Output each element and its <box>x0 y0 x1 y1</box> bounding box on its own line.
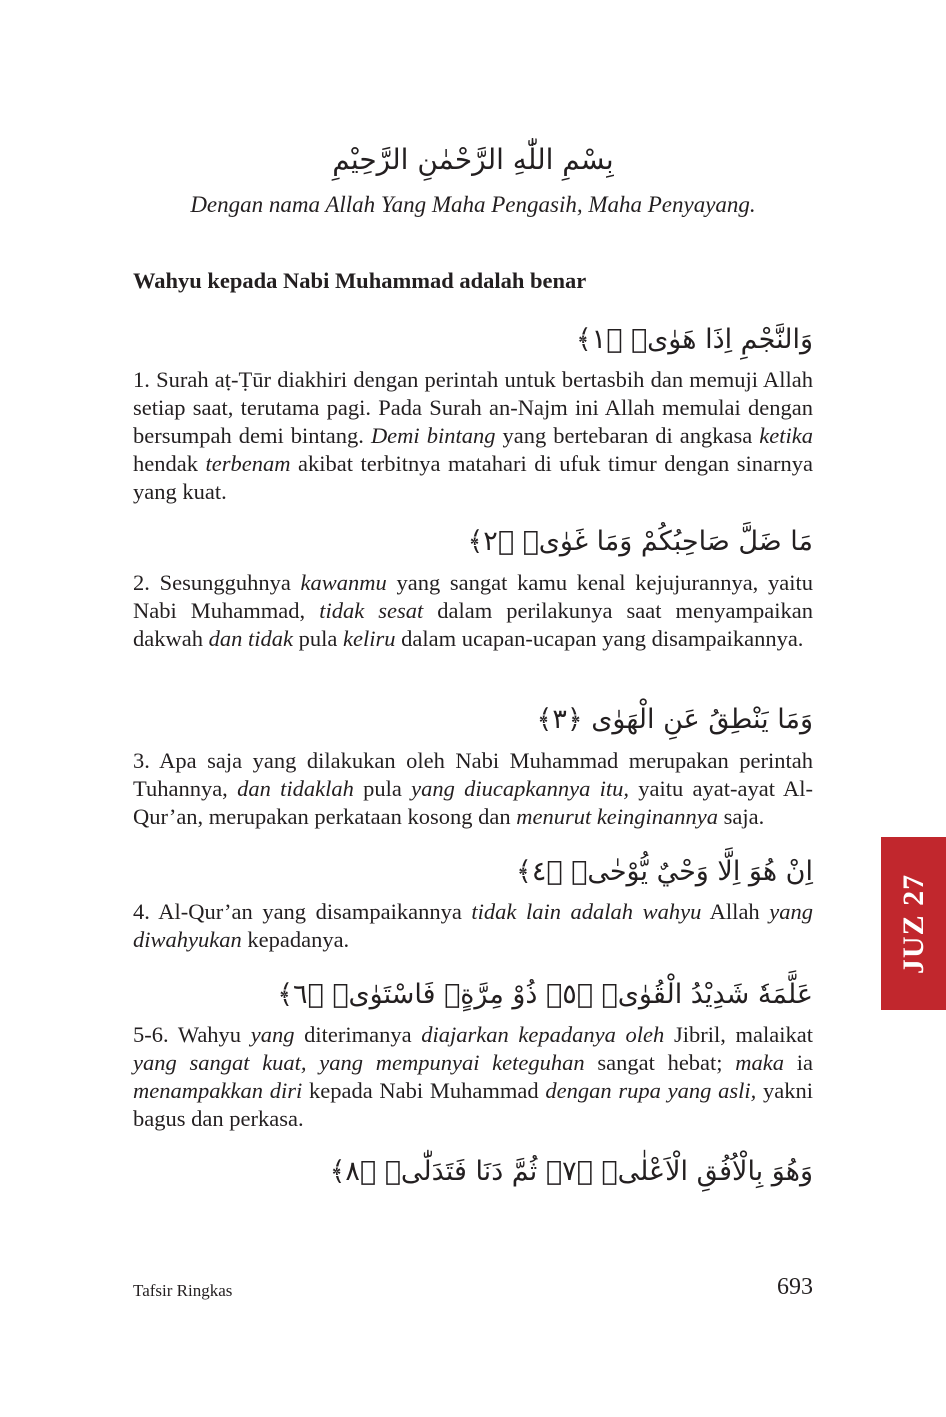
text-run: Jibril, malaikat <box>664 1022 813 1047</box>
text-run: diterimanya <box>294 1022 422 1047</box>
italic-phrase: menampakkan diri <box>133 1078 303 1103</box>
text-run: 2. Sesungguhnya <box>133 570 301 595</box>
verse-1-arabic: وَالنَّجْمِ اِذَا هَوٰىۙ ﴿١﴾ <box>575 324 813 355</box>
section-heading: Wahyu kepada Nabi Muhammad adalah benar <box>133 268 587 293</box>
page-number: 693 <box>777 1274 813 1300</box>
text-run: Allah <box>701 899 770 924</box>
italic-phrase: menurut keinginannya <box>516 804 719 829</box>
basmalah-arabic: بِسْمِ اللّٰهِ الرَّحْمٰنِ الرَّحِيْمِ <box>332 143 614 176</box>
italic-phrase: Demi bintang <box>370 423 496 448</box>
text-run: kepadanya. <box>241 927 350 952</box>
text-run: yakni bagus dan perkasa. <box>133 1078 813 1131</box>
verse-7-8-arabic: وَهُوَ بِالْاُفُقِ الْاَعْلٰىۗ ﴿٧﴾ ثُمَّ دَنَا فَتَدَلّٰىۙ ﴿٨﴾ <box>329 1156 813 1187</box>
italic-phrase: tidak lain adalah wahyu <box>471 899 702 924</box>
verse-4-arabic: اِنْ هُوَ اِلَّا وَحْيٌ يُّوْحٰىۙ ﴿٤﴾ <box>516 856 813 887</box>
text-run: yaitu ayat-ayat Al-Qur’an, merupakan perkataan kosong dan <box>133 776 813 829</box>
juz-tab <box>881 837 946 1010</box>
italic-phrase: diajarkan kepadanya oleh <box>421 1022 665 1047</box>
verse-4-tafsir <box>133 898 813 954</box>
verse-2-arabic: مَا ضَلَّ صَاحِبُكُمْ وَمَا غَوٰىۚ ﴿٢﴾ <box>467 526 813 557</box>
text-run: pula <box>353 776 412 801</box>
verse-5-6-arabic: عَلَّمَهٗ شَدِيْدُ الْقُوٰىۙ ﴿٥﴾ ذُوْ مِرَّةٍۗ فَاسْتَوٰىۙ ﴿٦﴾ <box>277 979 813 1010</box>
text-run: yang bertebaran di angkasa <box>495 423 760 448</box>
italic-phrase: ketika <box>759 423 813 448</box>
juz-label: JUZ 27 <box>896 873 930 974</box>
verse-5-6-tafsir <box>133 1021 813 1133</box>
verse-3-arabic: وَمَا يَنْطِقُ عَنِ الْهَوٰى ﴿٣﴾ <box>536 704 813 735</box>
italic-phrase: keliru <box>342 626 396 651</box>
verse-3-tafsir <box>133 747 813 831</box>
italic-phrase: terbenam <box>205 451 291 476</box>
text-run: yang sangat kamu kenal kejujurannya, yaitu Nabi Muhammad, <box>133 570 813 623</box>
text-run: sangat hebat; <box>584 1050 736 1075</box>
text-run: 3. Apa saja yang dilakukan oleh Nabi Muhammad merupakan perintah Tuhannya, <box>133 748 813 801</box>
text-run: hendak <box>133 451 206 476</box>
italic-phrase: kawanmu <box>300 570 387 595</box>
italic-phrase: dan tidak <box>208 626 293 651</box>
text-run: saja. <box>718 804 765 829</box>
text-run: 4. Al-Qur’an yang disampaikannya <box>133 899 472 924</box>
italic-phrase: yang sangat kuat, yang mempunyai keteguhan <box>133 1050 585 1075</box>
book-title: Tafsir Ringkas <box>133 1281 233 1300</box>
text-run: 5-6. Wahyu <box>133 1022 251 1047</box>
text-run: kepada Nabi Muhammad <box>302 1078 546 1103</box>
italic-phrase: tidak sesat <box>319 598 424 623</box>
text-run: ia <box>784 1050 813 1075</box>
text-run: dalam ucapan-ucapan yang disampaikannya. <box>395 626 804 651</box>
text-run: 1. Surah aṭ-Ṭūr diakhiri dengan perintah untuk bertasbih dan memuji Allah setiap saat, terutama pagi. Pada Surah an-Najm ini Allah memulai dengan bersumpah demi bintang. <box>133 367 813 448</box>
italic-phrase: yang <box>250 1022 295 1047</box>
text-run: pula <box>292 626 343 651</box>
basmalah-translation: Dengan nama Allah Yang Maha Pengasih, Maha Penyayang. <box>190 192 756 217</box>
italic-phrase: dengan rupa yang asli, <box>545 1078 757 1103</box>
italic-phrase: yang diucapkannya itu, <box>411 776 629 801</box>
text-run: akibat terbitnya matahari di ufuk timur dengan sinarnya yang kuat. <box>133 451 813 504</box>
italic-phrase: maka <box>735 1050 785 1075</box>
italic-phrase: dan tidaklah <box>237 776 354 801</box>
verse-2-tafsir <box>133 569 813 653</box>
verse-1-tafsir <box>133 366 813 506</box>
text-run: dalam perilakunya saat menyampaikan dakwah <box>133 598 813 651</box>
italic-phrase: yang diwahyukan <box>133 899 813 952</box>
